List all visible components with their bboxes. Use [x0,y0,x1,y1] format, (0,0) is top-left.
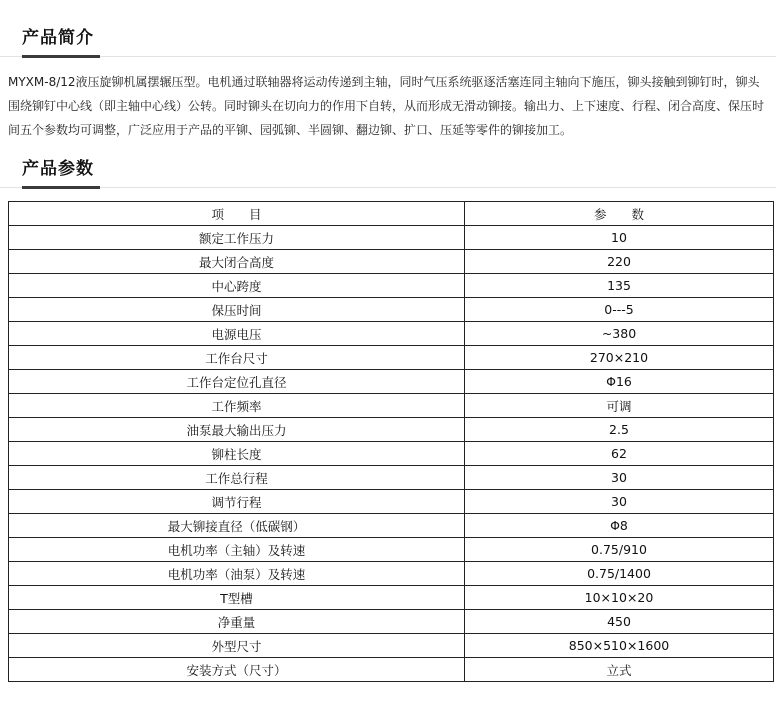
param-value-cell: 可调 [465,394,774,418]
param-item-cell: T型槽 [9,586,465,610]
param-item-cell: 调节行程 [9,490,465,514]
param-item-cell: 外型尺寸 [9,634,465,658]
column-header-value: 参 数 [465,202,774,226]
param-value-cell: 10×10×20 [465,586,774,610]
intro-section-header [0,22,776,57]
table-row [9,226,774,250]
param-value-cell: ~380 [465,322,774,346]
param-item-cell: 中心跨度 [9,274,465,298]
column-header-item: 项 目 [9,202,465,226]
param-value-cell: 0.75/910 [465,538,774,562]
param-item-cell: 安装方式（尺寸） [9,658,465,682]
table-row [9,490,774,514]
table-row [9,610,774,634]
param-value-cell: 30 [465,490,774,514]
table-row [9,466,774,490]
table-row [9,322,774,346]
table-row [9,298,774,322]
param-value-cell: 850×510×1600 [465,634,774,658]
title-underline [22,186,100,189]
param-value-cell: 立式 [465,658,774,682]
param-item-cell: 油泵最大输出压力 [9,418,465,442]
table-row [9,250,774,274]
param-item-cell: 电机功率（主轴）及转速 [9,538,465,562]
table-row [9,562,774,586]
param-item-cell: 铆柱长度 [9,442,465,466]
title-underline [22,55,100,58]
param-item-cell: 最大闭合高度 [9,250,465,274]
table-row [9,538,774,562]
params-table [8,201,774,682]
param-item-cell: 工作总行程 [9,466,465,490]
param-value-cell: 2.5 [465,418,774,442]
table-row [9,394,774,418]
params-section-header [0,153,776,188]
table-row [9,514,774,538]
params-table-body [9,226,774,682]
param-value-cell: Φ16 [465,370,774,394]
param-item-cell: 额定工作压力 [9,226,465,250]
table-row [9,586,774,610]
params-section-title: 产品参数 [22,159,94,179]
table-row [9,634,774,658]
param-value-cell: 450 [465,610,774,634]
table-header-row [9,202,774,226]
table-row [9,346,774,370]
param-item-cell: 工作频率 [9,394,465,418]
param-value-cell: 220 [465,250,774,274]
product-intro-text: MYXM-8/12液压旋铆机属摆辗压型。电机通过联轴器将运动传递到主轴，同时气压系统驱逐活塞连同主轴向下施压，铆头接触到铆钉时，铆头围绕铆钉中心线（即主轴中心线）公转。同时铆头在切向力的作用下自转，从而形成无滑动铆接。输出力、上下速度、行程、闭合高度、保压时间五个参数均可调整，广泛应用于产品的平铆、园弧铆、半圆铆、翻边铆、扩口、压延等零件的铆接加工。 [8,75,765,137]
param-value-cell: 0.75/1400 [465,562,774,586]
param-value-cell: 10 [465,226,774,250]
param-value-cell: 270×210 [465,346,774,370]
table-row [9,658,774,682]
table-row [9,442,774,466]
param-value-cell: Φ8 [465,514,774,538]
param-value-cell: 62 [465,442,774,466]
param-value-cell: 30 [465,466,774,490]
param-item-cell: 工作台尺寸 [9,346,465,370]
param-item-cell: 电机功率（油泵）及转速 [9,562,465,586]
param-item-cell: 电源电压 [9,322,465,346]
param-value-cell: 0---5 [465,298,774,322]
param-item-cell: 净重量 [9,610,465,634]
param-item-cell: 保压时间 [9,298,465,322]
table-row [9,274,774,298]
table-row [9,370,774,394]
param-item-cell: 工作台定位孔直径 [9,370,465,394]
param-value-cell: 135 [465,274,774,298]
param-item-cell: 最大铆接直径（低碳钢） [9,514,465,538]
table-row [9,418,774,442]
intro-section-title: 产品简介 [22,28,94,48]
